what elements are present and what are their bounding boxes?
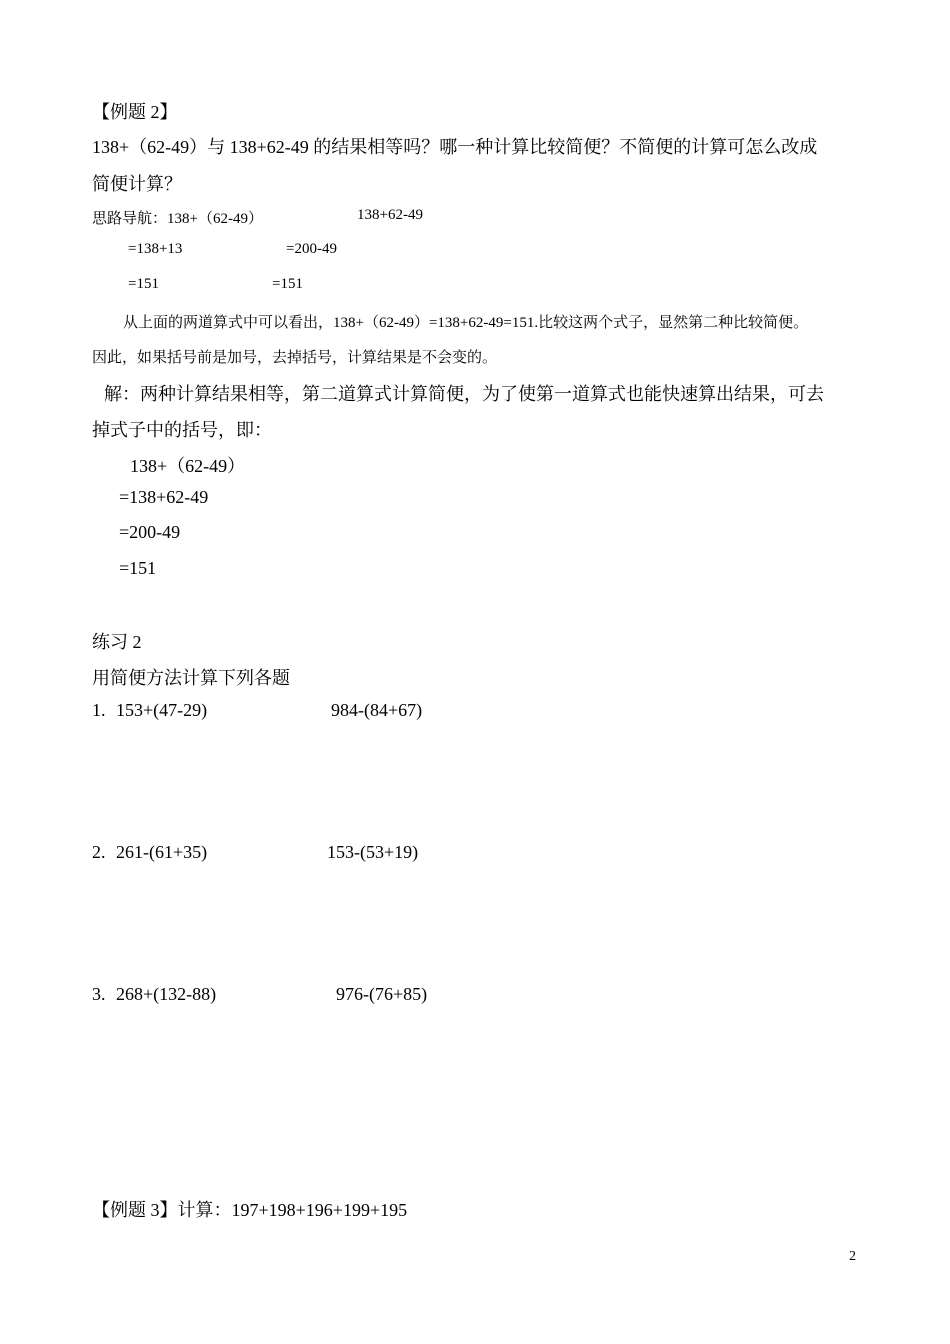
guide-right-step1: =200-49 <box>286 241 337 257</box>
solution-line-1: 解：两种计算结果相等，第二道算式计算简便，为了使第一道算式也能快速算出结果，可去 <box>104 384 824 404</box>
solution-step: 138+（62-49） <box>130 456 246 476</box>
question-line-1: 138+（62-49）与 138+62-49 的结果相等吗？哪一种计算比较简便？不简便的计算可怎么改成 <box>92 137 818 157</box>
guide-left-step1: =138+13 <box>128 241 183 257</box>
guide-right-expr: 138+62-49 <box>357 207 423 223</box>
problem-left: 261-(61+35) <box>116 842 208 862</box>
question-line-2: 简便计算？ <box>92 174 182 194</box>
page-number: 2 <box>849 1249 856 1264</box>
solution-step: =200-49 <box>119 522 181 542</box>
practice-title: 练习 2 <box>92 632 142 652</box>
solution-step: =138+62-49 <box>119 487 209 507</box>
problem-number: 1. <box>92 700 106 720</box>
guide-right-step2: =151 <box>272 276 303 292</box>
problem-number: 3. <box>92 984 106 1004</box>
problem-right: 153-(53+19) <box>327 842 419 862</box>
problem-left: 153+(47-29) <box>116 700 208 720</box>
guide-left-step2: =151 <box>128 276 159 292</box>
solution-line-2: 掉式子中的括号，即： <box>92 420 272 440</box>
example2-heading: 【例题 2】 <box>92 102 178 122</box>
guide-label: 思路导航：138+（62-49） <box>92 211 263 227</box>
problem-right: 984-(84+67) <box>331 700 423 720</box>
practice-instruction: 用简便方法计算下列各题 <box>92 668 290 688</box>
analysis-line-1: 从上面的两道算式中可以看出，138+（62-49）=138+62-49=151.比较这两个式子，显然第二种比较简便。 <box>123 315 809 331</box>
problem-left: 268+(132-88) <box>116 984 217 1004</box>
analysis-line-2: 因此，如果括号前是加号，去掉括号，计算结果是不会变的。 <box>92 350 498 366</box>
solution-step: =151 <box>119 558 157 578</box>
problem-right: 976-(76+85) <box>336 984 428 1004</box>
example3-heading: 【例题 3】计算：197+198+196+199+195 <box>92 1200 408 1220</box>
problem-number: 2. <box>92 842 106 862</box>
